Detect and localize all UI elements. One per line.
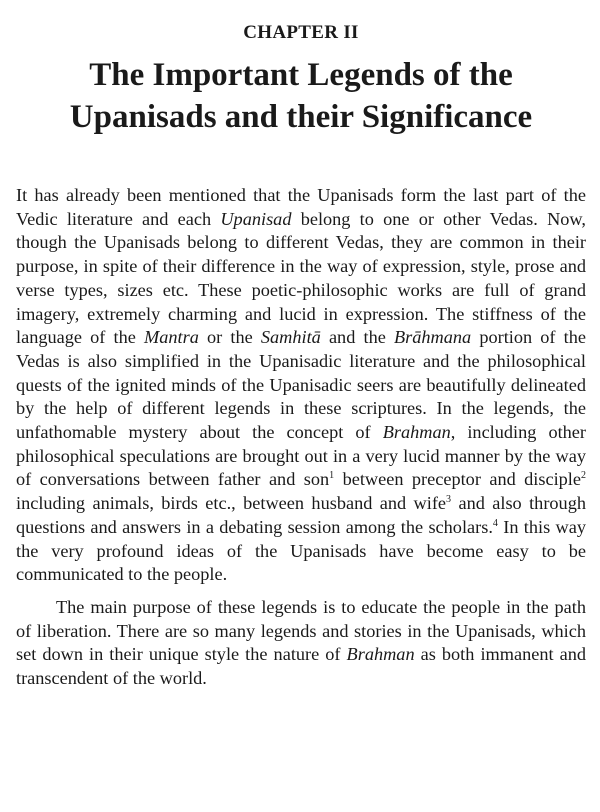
chapter-title-line-1: The Important Legends of the [89, 57, 513, 93]
p2-italic-brahman: Brahman [346, 644, 415, 665]
p1-text: between preceptor and disciple [334, 469, 581, 490]
p1-text: and the [320, 327, 394, 348]
footnote-ref-4: 4 [492, 517, 498, 529]
footnote-ref-1: 1 [329, 470, 335, 482]
paragraph-1 [16, 184, 586, 587]
p1-italic-samhita: Samhitā [260, 327, 321, 348]
footnote-ref-2: 2 [581, 470, 586, 482]
p1-italic-brahmana: Brāhmana [393, 327, 472, 348]
p2-text: The main purpose of these legends is to educate the people in the path of liberation. There are so many legends and stories in the Upanisads, which set down in their unique style the nature of [16, 596, 586, 665]
p1-text: In this way the very profound ideas of the Upanisads have become easy to be communicated to the people. [16, 516, 586, 585]
p1-text: and also through questions and answers in a debating session among the scholars. [16, 493, 586, 537]
chapter-title [16, 54, 586, 138]
p1-text: , including other philosophical speculations are brought out in a very lucid manner by the way of conversations between father and son [16, 422, 587, 490]
chapter-title-line-2: Upanisads and their Significance [69, 99, 533, 135]
chapter-body [16, 184, 586, 691]
p1-italic-mantra: Mantra [144, 327, 199, 348]
p1-italic-brahman: Brahman [382, 422, 451, 443]
p2-text: as both immanent and transcendent of the world. [16, 644, 586, 689]
paragraph-2 [16, 596, 586, 691]
chapter-label: CHAPTER II [243, 22, 359, 43]
p1-text: It has already been mentioned that the Upanisads form the last part of the Vedic literature and each [16, 185, 586, 229]
p1-text: including animals, birds etc., between husband and wife [16, 493, 447, 514]
p1-text: or the [198, 327, 261, 348]
p1-italic-upanisad: Upanisad [220, 208, 292, 229]
p1-text: portion of the Vedas is also simplified in the Upanisadic literature and the philosophical quests of the ignited minds of the Upanisadic seers are beautifully delineated by the help of different legends in these scriptures. In the legends, the unfathomable mystery about the concept of [16, 327, 586, 443]
p1-text: belong to one or other Vedas. Now, though the Upanisads belong to different Vedas, they are common in their purpose, in spite of their difference in the way of expression, style, prose and verse types, sizes etc. These poetic-philosophic works are full of grand imagery, extremely charming and lucid in expression. The stiffness of the language of the [16, 208, 586, 348]
footnote-ref-3: 3 [446, 494, 452, 506]
